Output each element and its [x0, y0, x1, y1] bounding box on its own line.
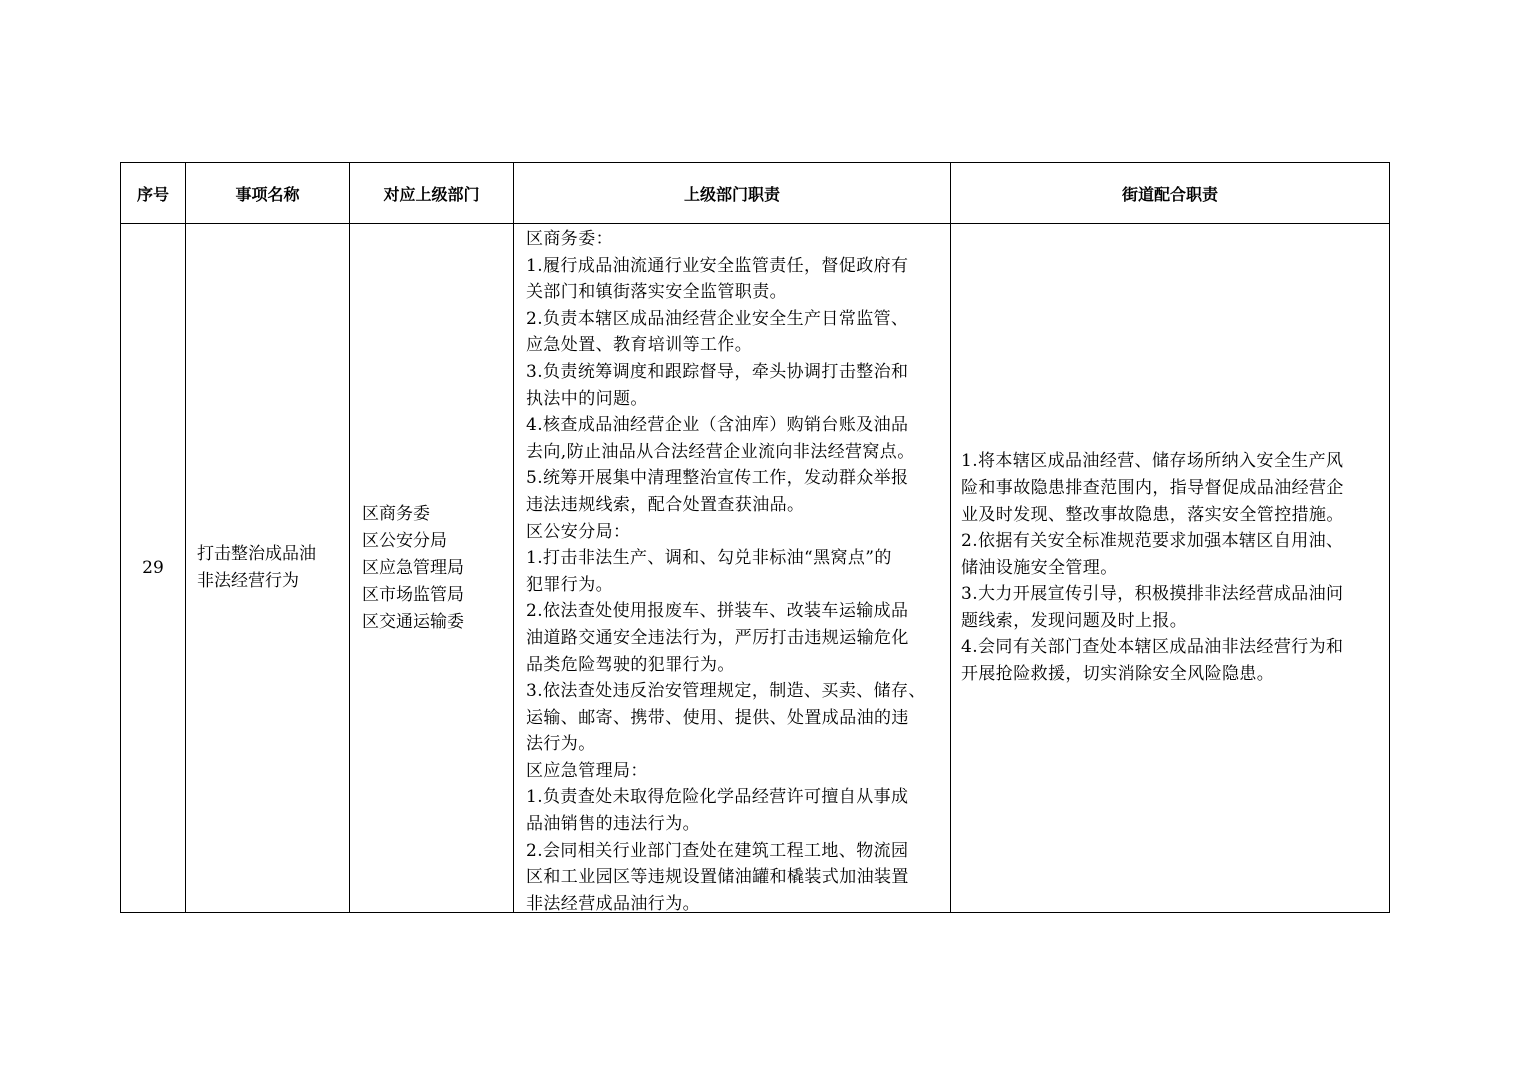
duty-line: 4.核查成品油经营企业（含油库）购销台账及油品	[526, 415, 909, 436]
row-seq: 29	[121, 224, 186, 913]
duty-line: 违法违规线索，配合处置查获油品。	[526, 494, 805, 515]
department-line: 区交通运输委	[362, 611, 464, 632]
duties-text	[526, 226, 940, 912]
duty-line: 运输、邮寄、携带、使用、提供、处置成品油的违	[526, 707, 909, 728]
header-coop: 街道配合职责	[951, 163, 1390, 224]
cooperation-text	[961, 448, 1383, 687]
duty-line: 品油销售的违法行为。	[526, 814, 700, 835]
cooperation-line: 2.依据有关安全标准规范要求加强本辖区自用油、	[961, 531, 1344, 552]
item-name-line: 打击整治成品油	[197, 544, 316, 564]
header-name: 事项名称	[186, 163, 350, 224]
duty-line: 去向,防止油品从合法经营企业流向非法经营窝点。	[526, 441, 915, 462]
cooperation-line: 3.大力开展宣传引导，积极摸排非法经营成品油问	[961, 584, 1344, 605]
item-name-line: 非法经营行为	[197, 571, 299, 591]
duty-line: 1.负责查处未取得危险化学品经营许可擅自从事成	[526, 787, 909, 808]
header-duties: 上级部门职责	[514, 163, 951, 224]
duty-line: 油道路交通安全违法行为，严厉打击违规运输危化	[526, 627, 909, 648]
duty-line: 关部门和镇街落实安全监管职责。	[526, 282, 787, 303]
duty-line: 5.统筹开展集中清理整治宣传工作，发动群众举报	[526, 468, 909, 489]
duty-line: 区应急管理局：	[526, 760, 648, 781]
cooperation-line: 业及时发现、整改事故隐患，落实安全管控措施。	[961, 504, 1344, 525]
header-seq: 序号	[121, 163, 186, 224]
table-row	[121, 224, 1390, 913]
table-header-row	[121, 163, 1390, 224]
duty-line: 2.依法查处使用报废车、拼装车、改装车运输成品	[526, 601, 909, 622]
duty-line: 3.依法查处违反治安管理规定，制造、买卖、储存、	[526, 681, 926, 702]
cooperation-line: 开展抢险救援，切实消除安全风险隐患。	[961, 664, 1275, 685]
row-departments	[350, 224, 514, 913]
duty-line: 3.负责统筹调度和跟踪督导，牵头协调打击整治和	[526, 361, 909, 382]
row-item-name	[186, 224, 350, 913]
duties-table	[120, 162, 1390, 913]
row-superior-duties	[514, 224, 951, 913]
cooperation-line: 储油设施安全管理。	[961, 557, 1118, 578]
row-street-cooperation	[951, 224, 1390, 913]
duty-line: 2.会同相关行业部门查处在建筑工程工地、物流园	[526, 840, 909, 861]
duty-line: 应急处置、教育培训等工作。	[526, 335, 753, 356]
department-line: 区应急管理局	[362, 557, 464, 578]
duty-line: 1.履行成品油流通行业安全监管责任，督促政府有	[526, 255, 909, 276]
department-line: 区商务委	[362, 503, 430, 524]
duty-line: 品类危险驾驶的犯罪行为。	[526, 654, 735, 675]
department-line: 区市场监管局	[362, 584, 464, 605]
duty-line: 区商务委：	[526, 229, 613, 249]
duty-line: 区公安分局：	[526, 521, 631, 542]
duty-line: 2.负责本辖区成品油经营企业安全生产日常监管、	[526, 308, 909, 329]
duty-line: 法行为。	[526, 734, 596, 755]
cooperation-line: 4.会同有关部门查处本辖区成品油非法经营行为和	[961, 637, 1344, 658]
header-dept: 对应上级部门	[350, 163, 514, 224]
duty-line: 犯罪行为。	[526, 574, 613, 595]
duty-line: 非法经营成品油行为。	[526, 893, 700, 912]
department-line: 区公安分局	[362, 530, 447, 551]
cooperation-line: 险和事故隐患排查范围内，指导督促成品油经营企	[961, 477, 1344, 498]
duty-line: 执法中的问题。	[526, 388, 648, 409]
duty-line: 区和工业园区等违规设置储油罐和橇装式加油装置	[526, 867, 909, 888]
cooperation-line: 1.将本辖区成品油经营、储存场所纳入安全生产风	[961, 451, 1344, 472]
duty-line: 1.打击非法生产、调和、勾兑非标油“黑窝点”的	[526, 548, 892, 569]
cooperation-line: 题线索，发现问题及时上报。	[961, 610, 1188, 631]
